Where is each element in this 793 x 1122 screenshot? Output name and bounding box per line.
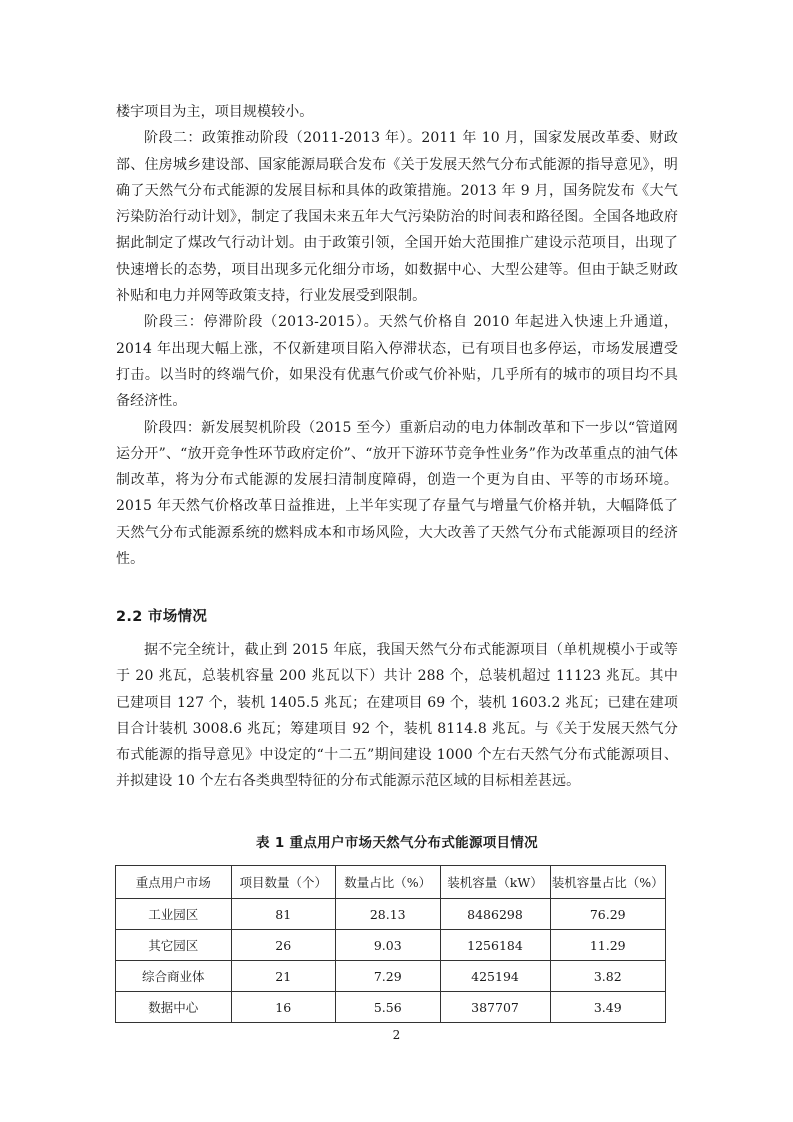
- table-row: [116, 961, 666, 992]
- column-header: 重点用户市场: [116, 866, 232, 899]
- paragraph-continuation: 楼宇项目为主，项目规模较小。: [116, 104, 314, 120]
- paragraph-stage-two: 阶段二：政策推动阶段（2011-2013 年）。2011 年 10 月，国家发展改革委、财政部、住房城乡建设部、国家能源局联合发布《关于发展天然气分布式能源的指导意见》，明确了天然气分布式能源的发展目标和具体的政策措施。2013 年 9 月，国务院发布《大气污染防治行动计划》，制定了我国未来五年大气污染防治的时间表和路径图。全国各地政府据此制定了煤改气行动计划。由于政策引领，全国开始大范围推广建设示范项目，出现了快速增长的态势，项目出现多元化细分市场，如数据中心、大型公建等。但由于缺乏财政补贴和电力并网等政策支持，行业发展受到限制。: [116, 130, 678, 305]
- table-cell: 数据中心: [116, 992, 232, 1023]
- table-cell: 11.29: [550, 930, 666, 961]
- table-cell: 9.03: [336, 930, 441, 961]
- page-number: 2: [392, 1028, 401, 1042]
- table-cell: 21: [231, 961, 336, 992]
- table-cell: 3.49: [550, 992, 666, 1023]
- table-caption: 表 1 重点用户市场天然气分布式能源项目情况: [256, 835, 538, 851]
- column-header: 装机容量（kW）: [440, 866, 550, 899]
- table-cell: 76.29: [550, 899, 666, 930]
- paragraph-market-status: 据不完全统计，截止到 2015 年底，我国天然气分布式能源项目（单机规模小于或等于 20 兆瓦，总装机容量 200 兆瓦以下）共计 288 个，总装机超过 11123 兆瓦。其中已建项目 127 个，装机 1405.5 兆瓦；在建项目 69 个，装机 1603.2 兆瓦；已建在建项目合计装机 3008.6 兆瓦；筹建项目 92 个，装机 8114.8 兆瓦。与《关于发展天然气分布式能源的指导意见》中设定的“十二五”期间建设 1000 个左右天然气分布式能源项目、并拟建设 10 个左右各类典型特征的分布式能源示范区域的目标相差甚远。: [116, 642, 678, 790]
- table-cell: 8486298: [440, 899, 550, 930]
- table-cell: 425194: [440, 961, 550, 992]
- table-cell: 综合商业体: [116, 961, 232, 992]
- table-cell: 5.56: [336, 992, 441, 1023]
- column-header: 数量占比（%）: [336, 866, 441, 899]
- table-cell: 81: [231, 899, 336, 930]
- table-cell: 3.82: [550, 961, 666, 992]
- table-row: [116, 899, 666, 930]
- table-cell: 28.13: [336, 899, 441, 930]
- table-row: [116, 992, 666, 1023]
- table-cell: 387707: [440, 992, 550, 1023]
- body-text-top: [116, 99, 678, 572]
- section-heading: 2.2 市场情况: [116, 609, 208, 625]
- table-cell: 1256184: [440, 930, 550, 961]
- paragraph-stage-four: 阶段四：新发展契机阶段（2015 至今）重新启动的电力体制改革和下一步以“管道网运分开”、“放开竞争性环节政府定价”、“放开下游环节竞争性业务”作为改革重点的油气体制改革，将为分布式能源的发展扫清制度障碍，创造一个更为自由、平等的市场环境。2015 年天然气价格改革日益推进，上半年实现了存量气与增量气价格并轨，大幅降低了天然气分布式能源系统的燃料成本和市场风险，大大改善了天然气分布式能源项目的经济性。: [116, 419, 678, 568]
- table-cell: 工业园区: [116, 899, 232, 930]
- column-header: 项目数量（个）: [231, 866, 336, 899]
- paragraph-stage-three: 阶段三：停滞阶段（2013-2015）。天然气价格自 2010 年起进入快速上升通道，2014 年出现大幅上涨，不仅新建项目陷入停滞状态，已有项目也多停运，市场发展遭受打击。以当时的终端气价，如果没有优惠气价或气价补贴，几乎所有的城市的项目均不具备经济性。: [116, 314, 678, 410]
- table-cell: 16: [231, 992, 336, 1023]
- table-header-row: [116, 866, 666, 899]
- table-row: [116, 930, 666, 961]
- table-cell: 26: [231, 930, 336, 961]
- column-header: 装机容量占比（%）: [550, 866, 666, 899]
- table-cell: 7.29: [336, 961, 441, 992]
- body-text-market: [116, 637, 678, 795]
- market-table: [115, 865, 666, 1023]
- table-cell: 其它园区: [116, 930, 232, 961]
